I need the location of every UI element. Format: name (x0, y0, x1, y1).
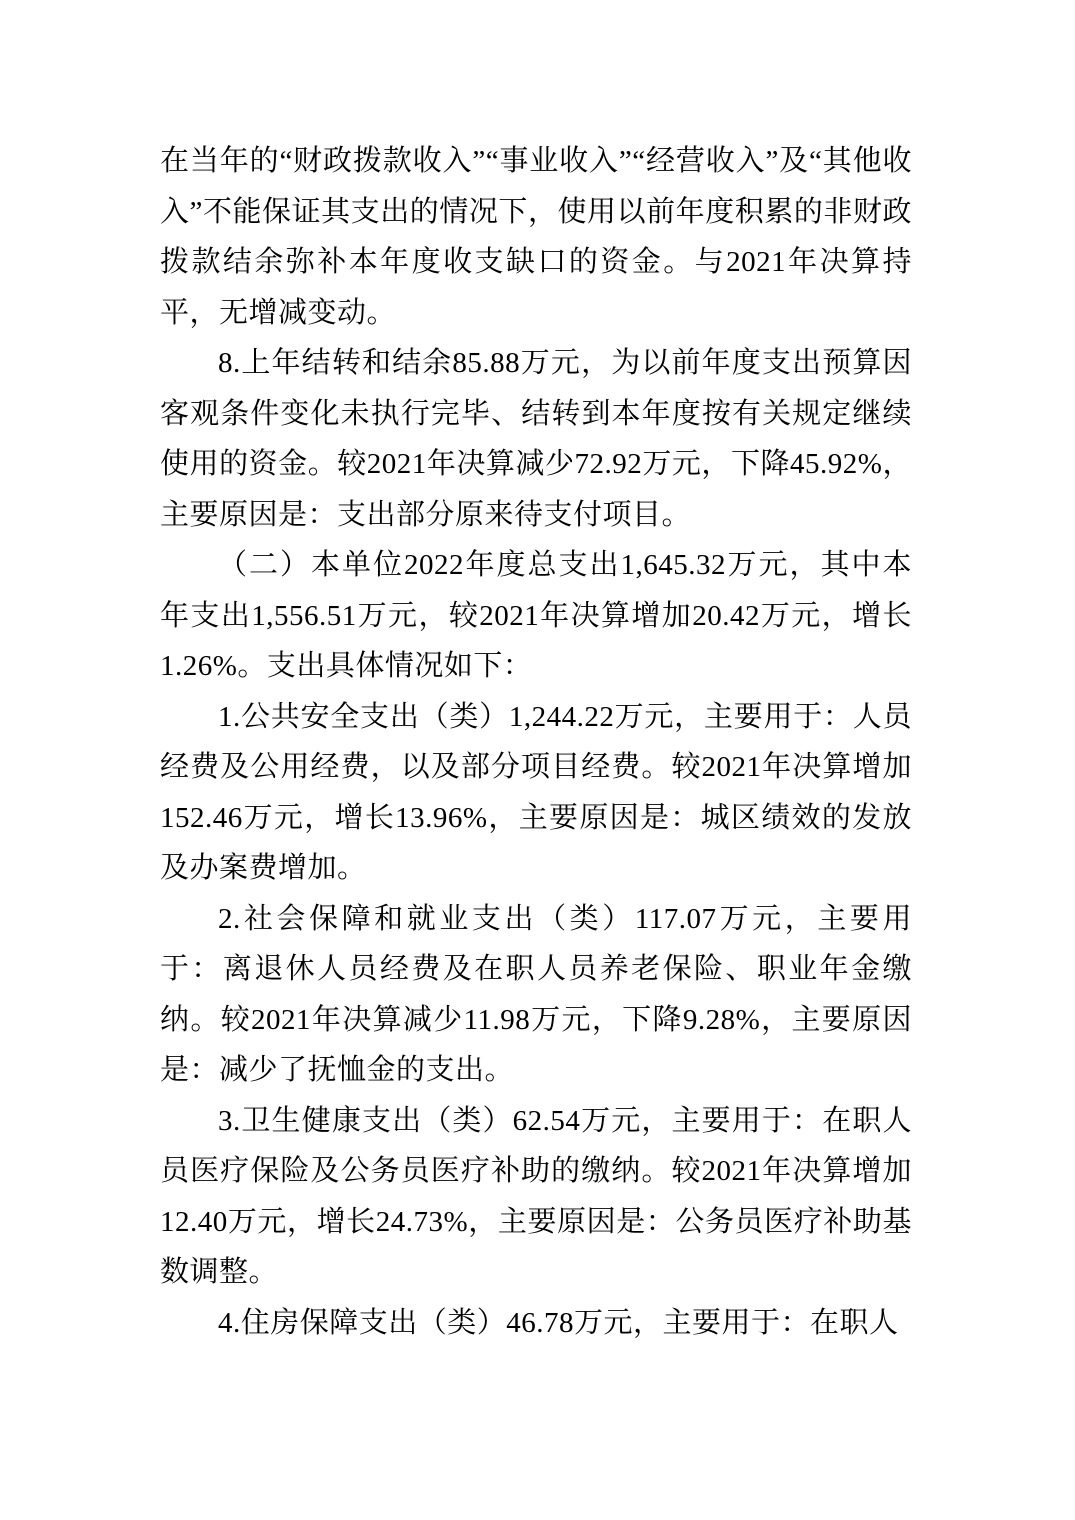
body-paragraph: 3.卫生健康支出（类）62.54万元，主要用于：在职人员医疗保险及公务员医疗补助的缴纳。较2021年决算增加12.40万元，增长24.73%，主要原因是：公务员医疗补助基数调整。 (160, 1104, 912, 1288)
body-paragraph: 1.公共安全支出（类）1,244.22万元，主要用于：人员经费及公用经费，以及部分项目经费。较2021年决算增加152.46万元，增长13.96%，主要原因是：城区绩效的发放及办案费增加。 (160, 700, 912, 884)
body-paragraph: （二）本单位2022年度总支出1,645.32万元，其中本年支出1,556.51万元，较2021年决算增加20.42万元，增长1.26%。支出具体情况如下： (160, 549, 912, 682)
body-paragraph: 2.社会保障和就业支出（类）117.07万元，主要用于：离退休人员经费及在职人员养老保险、职业年金缴纳。较2021年决算减少11.98万元，下降9.28%，主要原因是：减少了抚恤金的支出。 (160, 902, 912, 1086)
document-text-block (160, 136, 912, 1348)
body-paragraph: 4.住房保障支出（类）46.78万元，主要用于：在职人 (218, 1306, 899, 1339)
body-paragraph: 在当年的“财政拨款收入”“事业收入”“经营收入”及“其他收入”不能保证其支出的情况下，使用以前年度积累的非财政拨款结余弥补本年度收支缺口的资金。与2021年决算持平，无增减变动。 (160, 145, 912, 329)
body-paragraph: 8.上年结转和结余85.88万元，为以前年度支出预算因客观条件变化未执行完毕、结转到本年度按有关规定继续使用的资金。较2021年决算减少72.92万元，下降45.92%，主要原因是：支出部分原来待支付项目。 (160, 347, 912, 531)
